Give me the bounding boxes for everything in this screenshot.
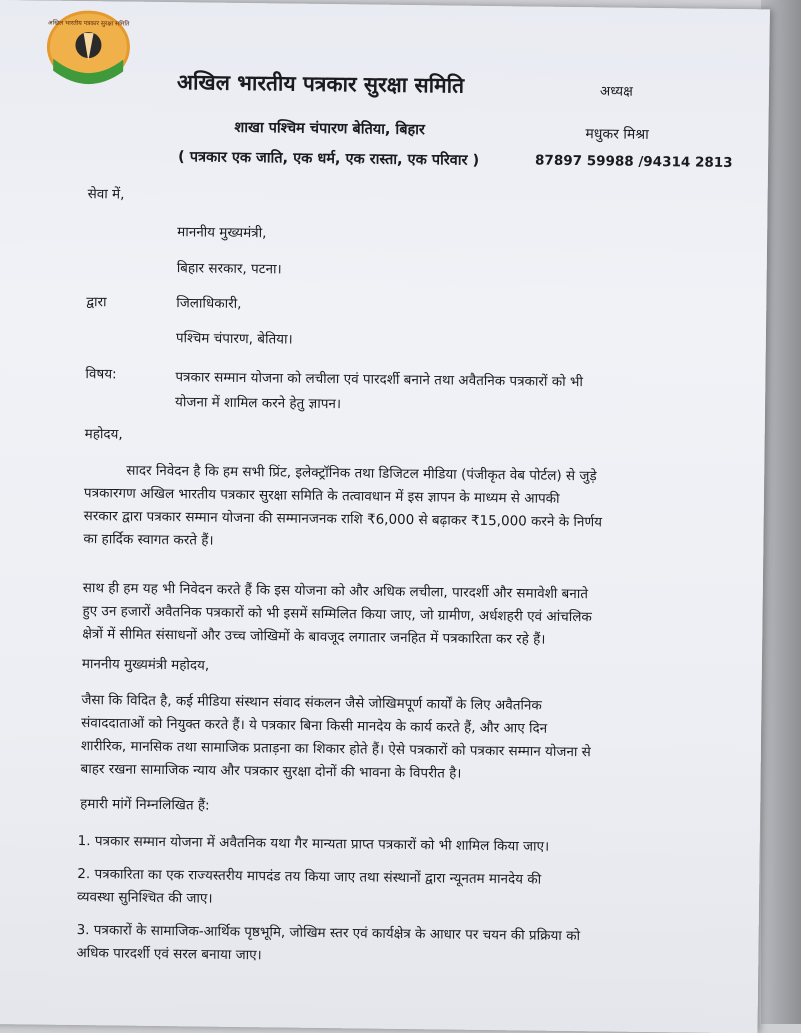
demand-3 (76, 919, 580, 971)
president-title: अध्यक्ष (599, 83, 633, 100)
phone-number: 87897 59988 /94314 2813 (534, 152, 733, 171)
greeting: महोदय, (84, 426, 123, 443)
paragraph-3-line: जैसा कि विदित है, कई मीडिया संस्थान संवाद संकलन जैसे जोखिमपूर्ण कार्यों के लिए अवैतनिक (81, 692, 542, 714)
organization-name: अखिल भारतीय पत्रकार सुरक्षा समिति (176, 70, 465, 98)
demands-heading: हमारी मांगें निम्नलिखित हैं: (80, 796, 210, 814)
paragraph-3-line: शारीरिक, मानसिक तथा सामाजिक प्रताड़ना का शिकार होते हैं। ऐसे पत्रकारों को पत्रकार सम्मान योजना से (80, 738, 591, 761)
demand-2-line: व्यवस्था सुनिश्चित की जाए। (76, 889, 213, 907)
demand-3-line: अधिक पारदर्शी एवं सरल बनाया जाए। (76, 945, 262, 964)
paragraph-2-line: क्षेत्रों में सीमित संसाधनों और उच्च जोखिमों के बावजूद लगातार जनहित में पत्रकारिता कर रहे हैं। (82, 626, 546, 648)
subject-label: विषय: (85, 366, 117, 383)
paragraph-1-line: का हार्दिक स्वागत करते हैं। (83, 531, 214, 549)
via-label: द्वारा (86, 294, 107, 311)
paragraph-3-line: संवाददाताओं को नियुक्त करते हैं। ये पत्रकार बिना किसी मानदेय के कार्य करते हैं, और आए दिन (81, 715, 548, 737)
addressee-line-1: माननीय मुख्यमंत्री, (177, 224, 267, 242)
paragraph-3-line: बाहर रखना सामाजिक न्याय और पत्रकार सुरक्षा दोनों की भावना के विपरीत है। (80, 761, 462, 782)
demand-1: 1. पत्रकार सम्मान योजना में अवैतनिक यथा गैर मान्यता प्राप्त पत्रकारों को भी शामिल किया जाए। (77, 833, 550, 855)
salutation-to: सेवा में, (87, 186, 125, 203)
subject-line-2: योजना में शामिल करने हेतु ज्ञापन। (175, 394, 342, 413)
president-name: मधुकर मिश्रा (585, 126, 649, 143)
paragraph-2 (82, 577, 592, 652)
via-line-1: जिलाधिकारी, (176, 295, 242, 312)
demand-3-line: 3. पत्रकारों के सामाजिक-आर्थिक पृष्ठभूमि, जोखिम स्तर एवं कार्यक्षेत्र के आधार पर चयन की प्रक्रिया को (76, 922, 581, 945)
second-salutation: माननीय मुख्यमंत्री महोदय, (81, 656, 210, 674)
via-line-2: पश्चिम चंपारण, बेतिया। (175, 330, 293, 348)
demand-2-line: 2. पत्रकारिता का एक राज्यस्तरीय मापदंड तय किया जाए तथा संस्थानों द्वारा न्यूनतम मानदेय की (77, 866, 542, 888)
paragraph-1 (83, 459, 602, 557)
addressee-line-2: बिहार सरकार, पटना। (176, 260, 282, 278)
paragraph-1-line: पत्रकारगण अखिल भारतीय पत्रकार सुरक्षा समिति के तत्वावधान में इस ज्ञापन के माध्यम से आपकी (83, 485, 560, 507)
demand-2 (77, 863, 541, 915)
organization-logo (45, 9, 132, 92)
paragraph-2-line: हुए उन हजारों अवैतनिक पत्रकारों को भी इसमें सम्मिलित किया जाए, जो ग्रामीण, अर्धशहरी एवं आंचलिक (82, 603, 592, 626)
paragraph-1-line: सरकार द्वारा पत्रकार सम्मान योजना की सम्मानजनक राशि ₹6,000 से बढ़ाकर ₹15,000 करने के निर्णय (83, 508, 603, 531)
paragraph-1-line: सादर निवेदन है कि हम सभी प्रिंट, इलेक्ट्रॉनिक तथा डिजिटल मीडिया (पंजीकृत वेब पोर्टल) से जुड़े (126, 462, 597, 485)
motto: ( पत्रकार एक जाति, एक धर्म, एक रास्ता, एक परिवार ) (177, 149, 480, 169)
logo-text: अखिल भारतीय पत्रकार सुरक्षा समिति (48, 19, 130, 28)
branch-name: शाखा पश्चिम चंपारण बेतिया, बिहार (234, 119, 426, 139)
paragraph-3 (80, 689, 591, 787)
subject-line-1: पत्रकार सम्मान योजना को लचीला एवं पारदर्शी बनाने तथा अवैतनिक पत्रकारों को भी (175, 369, 584, 391)
paragraph-2-line: साथ ही हम यह भी निवेदन करते हैं कि इस योजना को और अधिक लचीला, पारदर्शी और समावेशी बनाते (82, 580, 589, 603)
